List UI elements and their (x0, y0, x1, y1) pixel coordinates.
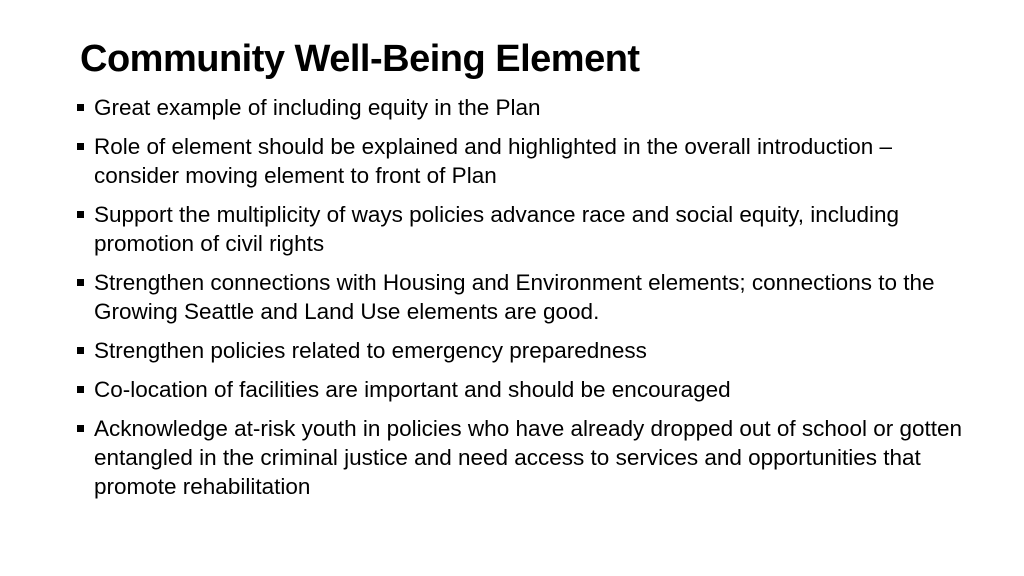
bullet-list (76, 93, 981, 511)
bullet-text: Role of element should be explained and highlighted in the overall introduction – consider moving element to front of Plan (94, 134, 893, 188)
square-bullet-icon (77, 425, 84, 432)
bullet-item (76, 268, 981, 326)
square-bullet-icon (77, 211, 84, 218)
slide-title: Community Well-Being Element (80, 38, 640, 80)
bullet-text: Strengthen connections with Housing and Environment elements; connections to the Growing Seattle and Land Use elements are good. (94, 270, 935, 324)
square-bullet-icon (77, 386, 84, 393)
bullet-text: Co-location of facilities are important and should be encouraged (94, 377, 731, 402)
bullet-item (76, 375, 981, 404)
bullet-text: Support the multiplicity of ways policies advance race and social equity, including promotion of civil rights (94, 202, 900, 256)
square-bullet-icon (77, 279, 84, 286)
bullet-item (76, 132, 981, 190)
bullet-text: Great example of including equity in the Plan (94, 95, 541, 120)
square-bullet-icon (77, 347, 84, 354)
bullet-text: Acknowledge at-risk youth in policies who have already dropped out of school or gotten entangled in the criminal justice and need access to services and opportunities that promote rehabilitation (94, 416, 963, 499)
bullet-item (76, 200, 981, 258)
bullet-text: Strengthen policies related to emergency preparedness (94, 338, 647, 363)
bullet-item (76, 93, 981, 122)
square-bullet-icon (77, 104, 84, 111)
bullet-item (76, 414, 981, 501)
square-bullet-icon (77, 143, 84, 150)
bullet-item (76, 336, 981, 365)
